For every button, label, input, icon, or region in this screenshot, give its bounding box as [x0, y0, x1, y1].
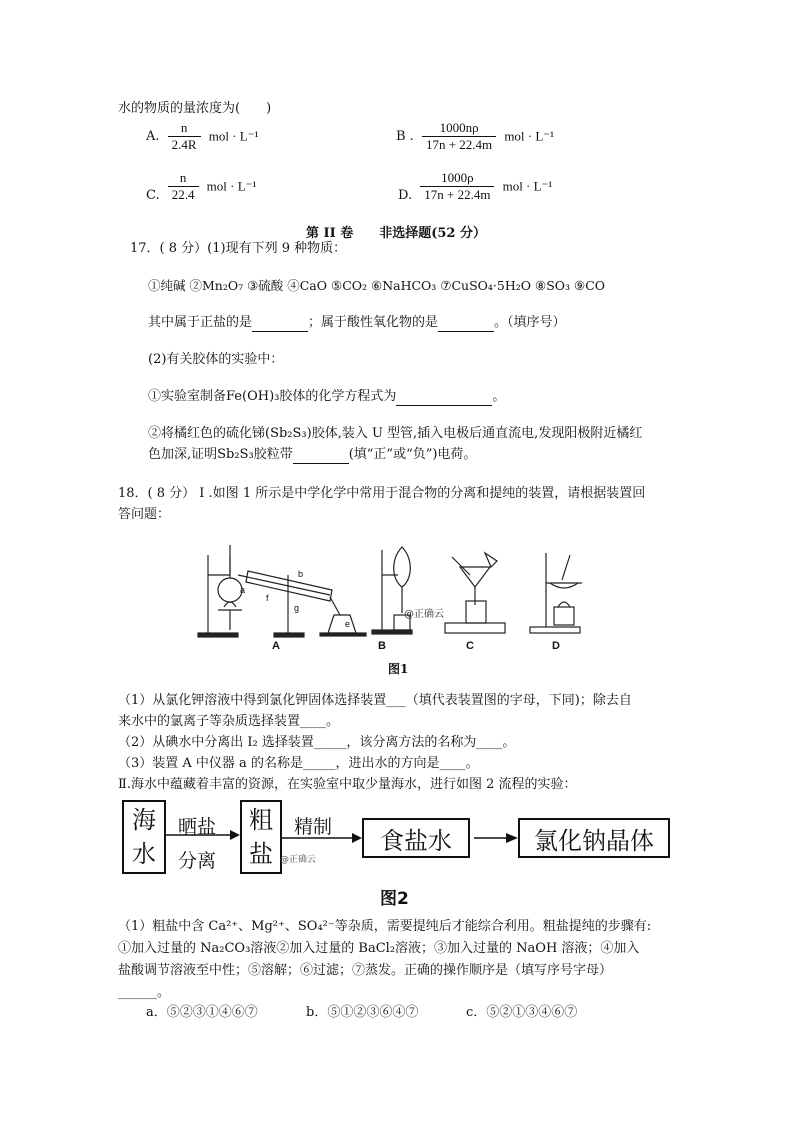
question-intro: 水的物质的量浓度为( )	[118, 101, 272, 116]
q17-head: 17．( 8 分）(1)现有下列 9 种物质：	[130, 241, 347, 256]
flow-arrow-2	[282, 832, 362, 844]
heater	[218, 610, 242, 630]
separatory-funnel	[394, 547, 411, 587]
glass-rod-d	[562, 555, 570, 580]
choice-c[interactable]: c．⑤②①③④⑥⑦	[466, 1005, 578, 1020]
option-b[interactable]	[396, 120, 554, 153]
watermark-fig2: @正确云	[280, 855, 317, 865]
answer-blank-acidic-oxide[interactable]	[438, 317, 494, 332]
part-label-a: a	[240, 585, 246, 595]
watermark-fig1: @正确云	[404, 609, 444, 620]
q17-line-a-part1: 其中属于正盐的是	[148, 315, 253, 330]
flow-box-seawater	[122, 800, 166, 874]
q17-line-a-part3: 。（填序号）	[494, 315, 566, 330]
option-d-numerator: 1000ρ	[441, 170, 474, 185]
option-b-denominator: 17n + 22.4m	[422, 136, 496, 153]
flow-box-seawater-char1: 海	[132, 806, 156, 834]
glass-rod-c	[452, 557, 470, 575]
q17-item1-end: 。	[492, 389, 506, 404]
receiver-base	[320, 633, 366, 636]
q17-line-a-part2: ；属于酸性氧化物的是	[308, 315, 439, 330]
option-c-denominator: 22.4	[168, 186, 199, 203]
option-d-label: D.	[398, 188, 413, 203]
distillation-flask	[218, 578, 242, 602]
q18-sub1-line1: （1）粗盐中含 Ca²⁺、Mg²⁺、SO₄²⁻等杂质，需要提纯后才能综合利用。粗盐提纯的步骤有:	[118, 919, 652, 934]
stand-base-d	[530, 627, 580, 633]
q18-sub1-line3: 盐酸调节溶液至中性；⑤溶解；⑥过滤；⑦蒸发。正确的操作顺序是（填写序号字母）	[118, 963, 613, 978]
beaker-c	[466, 601, 486, 623]
answer-blank-charge[interactable]	[293, 449, 349, 464]
flow-label-refine: 精制	[294, 816, 333, 838]
figure-2-caption: 图2	[380, 889, 409, 909]
pouring-beaker	[485, 553, 497, 567]
option-a-label: A.	[146, 129, 160, 144]
receiving-flask	[328, 615, 356, 633]
q17-item1	[148, 388, 505, 406]
flow-arrow-1	[166, 829, 240, 841]
flow-box-nacl-crystal-text: 氯化钠晶体	[534, 826, 654, 855]
evaporating-dish	[550, 583, 578, 588]
flow-box-crude-salt-char1: 粗	[249, 806, 273, 834]
flame	[224, 602, 236, 607]
choice-b[interactable]: b．⑤①②③⑥④⑦	[306, 1005, 419, 1020]
lamp-flame	[558, 602, 570, 607]
figure-1-apparatus	[190, 535, 610, 665]
q18-head-line2: 答问题：	[118, 507, 171, 522]
q17-item1-text: ①实验室制备Fe(OH)₃胶体的化学方程式为	[148, 389, 397, 404]
figure-label-b: B	[378, 640, 386, 652]
stand-base-a2	[274, 633, 304, 637]
figure-label-d: D	[552, 640, 560, 652]
condenser-inner	[238, 575, 330, 595]
q18-p1-line2: 来水中的氯离子等杂质选择装置____。	[118, 714, 340, 729]
q17-item2-text: 色加深,证明Sb₂S₃胶粒带	[148, 447, 293, 462]
q18-p1-line1: （1）从氯化钾溶液中得到氯化钾固体选择装置___（填代表装置图的字母，下同)；除去自	[118, 693, 632, 708]
option-d-unit: mol · L⁻¹	[502, 178, 553, 194]
q17-item2-end: (填“正”或“负”)电荷。	[348, 447, 477, 462]
q18-sub1-line2: ①加入过量的 Na₂CO₃溶液②加入过量的 BaCl₂溶液；③加入过量的 NaOH 溶液；④加入	[118, 941, 640, 956]
alcohol-lamp	[554, 607, 574, 625]
q18-p2: （2）从碘水中分离出 I₂ 选择装置_____，该分离方法的名称为____。	[118, 735, 516, 750]
option-d[interactable]	[398, 170, 552, 203]
option-b-label: B .	[396, 129, 414, 144]
option-a-fraction	[168, 120, 201, 153]
part-label-g: g	[294, 603, 300, 613]
option-c-label: C.	[146, 188, 160, 203]
stand-base-c	[445, 623, 505, 633]
option-a-numerator: n	[180, 120, 188, 135]
figure-label-c: C	[466, 640, 474, 652]
figure-1-caption: 图1	[388, 662, 409, 676]
option-c-numerator: n	[179, 170, 187, 185]
q17-item2-line1: ②将橘红色的硫化锑(Sb₂S₃)胶体,装入 U 型管,插入电极后通直流电,发现阳极附近橘红	[148, 426, 643, 441]
option-a[interactable]	[146, 120, 259, 153]
option-b-fraction	[422, 120, 496, 153]
flow-box-seawater-char2: 水	[132, 840, 156, 868]
adapter	[330, 597, 340, 615]
flow-box-crude-salt	[240, 800, 282, 874]
option-a-unit: mol · L⁻¹	[208, 128, 259, 144]
stand-base-a	[198, 633, 238, 637]
q18-part2-head: Ⅱ.海水中蕴藏着丰富的资源，在实验室中取少量海水，进行如图 2 流程的实验：	[118, 777, 577, 792]
part-label-f: f	[266, 593, 269, 603]
q17-item2-line2	[148, 446, 476, 464]
q17-substances: ①纯碱 ②Mn₂O₇ ③硫酸 ④CaO ⑤CO₂ ⑥NaHCO₃ ⑦CuSO₄·5H₂O ⑧SO₃ ⑨CO	[148, 278, 606, 293]
option-d-fraction	[420, 170, 494, 203]
option-b-numerator: 1000nρ	[439, 120, 479, 135]
flow-box-brine	[362, 818, 470, 858]
q18-p3: （3）装置 A 中仪器 a 的名称是_____，进出水的方向是____。	[118, 756, 479, 771]
part-label-b: b	[298, 569, 304, 579]
flow-box-brine-text: 食盐水	[380, 826, 452, 855]
flow-label-separate: 分离	[178, 850, 217, 872]
option-a-denominator: 2.4R	[168, 136, 201, 153]
q18-sub1-line4: ______。	[118, 985, 171, 1000]
answer-blank-equation[interactable]	[396, 391, 492, 406]
section-title: 第 II 卷 非选择题(52 分）	[306, 226, 486, 241]
answer-blank-normal-salt[interactable]	[252, 317, 308, 332]
figure-label-a: A	[272, 640, 280, 652]
part-label-e: e	[345, 619, 351, 629]
option-d-denominator: 17n + 22.4m	[420, 186, 494, 203]
flow-arrow-3	[472, 832, 518, 844]
q17-line-a	[148, 314, 566, 332]
flow-label-sun-dry: 晒盐	[178, 816, 217, 838]
flow-box-crude-salt-char2: 盐	[249, 840, 273, 868]
q17-sub2: (2)有关胶体的实验中：	[148, 352, 284, 367]
option-b-unit: mol · L⁻¹	[504, 128, 555, 144]
q18-head-line1: 18．( 8 分） I .如图 1 所示是中学化学中常用于混合物的分离和提纯的装置，请根据装置回	[118, 486, 646, 501]
option-c-fraction	[168, 170, 199, 203]
flow-box-nacl-crystal	[518, 818, 670, 858]
option-c[interactable]	[146, 170, 256, 203]
choice-a[interactable]: a．⑤②③①④⑥⑦	[146, 1005, 258, 1020]
option-c-unit: mol · L⁻¹	[206, 178, 257, 194]
